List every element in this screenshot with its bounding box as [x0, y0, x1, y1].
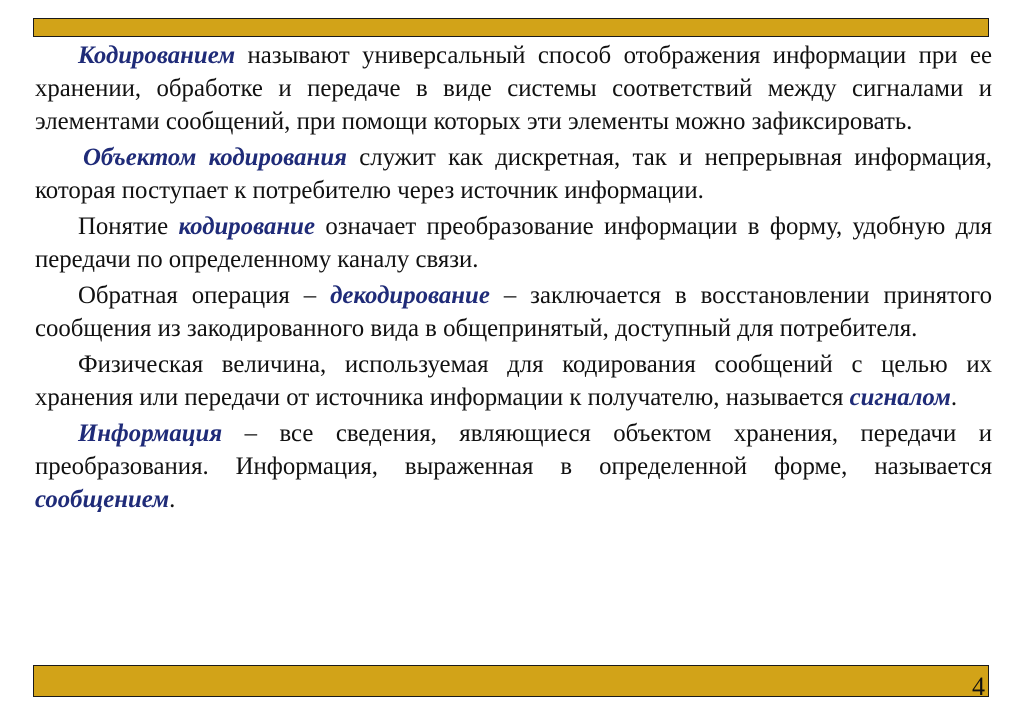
paragraph-coding-object [35, 141, 992, 207]
term-information: Информация [78, 420, 223, 447]
paragraph-prefix: Физическая величина, используемая для кодирования сообщений с целью их хранения или передачи от источника информации к получателю, называется [35, 351, 992, 411]
term-decoding: декодирование [330, 282, 490, 309]
term-message: сообщением [35, 486, 170, 513]
paragraph-text: служит как дискретная, так и непрерывная информация, которая поступает к потребителю через источник информации. [35, 144, 992, 204]
paragraph-suffix: . [169, 486, 176, 513]
term-coding-object: Объектом кодирования [83, 144, 347, 171]
term-signal: сигналом [849, 384, 951, 411]
paragraph-text: . [950, 384, 958, 411]
paragraph-signal [35, 348, 992, 414]
paragraph-decoding [35, 279, 992, 345]
bottom-decorative-bar [33, 665, 989, 697]
slide-body [35, 37, 992, 516]
paragraph-text: называют универсальный способ отображения информации при ее хранении, обработке и передаче в виде системы соответствий между сигналами и элементами сообщений, при помощи которых эти элементы можно зафиксировать. [35, 42, 992, 135]
paragraph-prefix: Понятие [78, 213, 179, 240]
top-decorative-bar [33, 18, 989, 37]
paragraph-information [35, 417, 992, 516]
term-coding: Кодированием [78, 42, 236, 69]
paragraph-text: – все сведения, являющиеся объектом хранения, передачи и преобразования. Информация, выраженная в определенной форме, называется [35, 420, 992, 480]
paragraph-coding-concept [35, 210, 992, 276]
paragraph-prefix: Обратная операция – [78, 282, 331, 309]
paragraph-text: – заключается в восстановлении принятого сообщения из закодированного вида в общепринятый, доступный для потребителя. [35, 282, 992, 342]
page-number: 4 [972, 672, 985, 701]
term-coding-concept: кодирование [178, 213, 315, 240]
paragraph-coding-definition [35, 39, 992, 138]
paragraph-text: означает преобразование информации в форму, удобную для передачи по определенному каналу связи. [35, 213, 993, 273]
